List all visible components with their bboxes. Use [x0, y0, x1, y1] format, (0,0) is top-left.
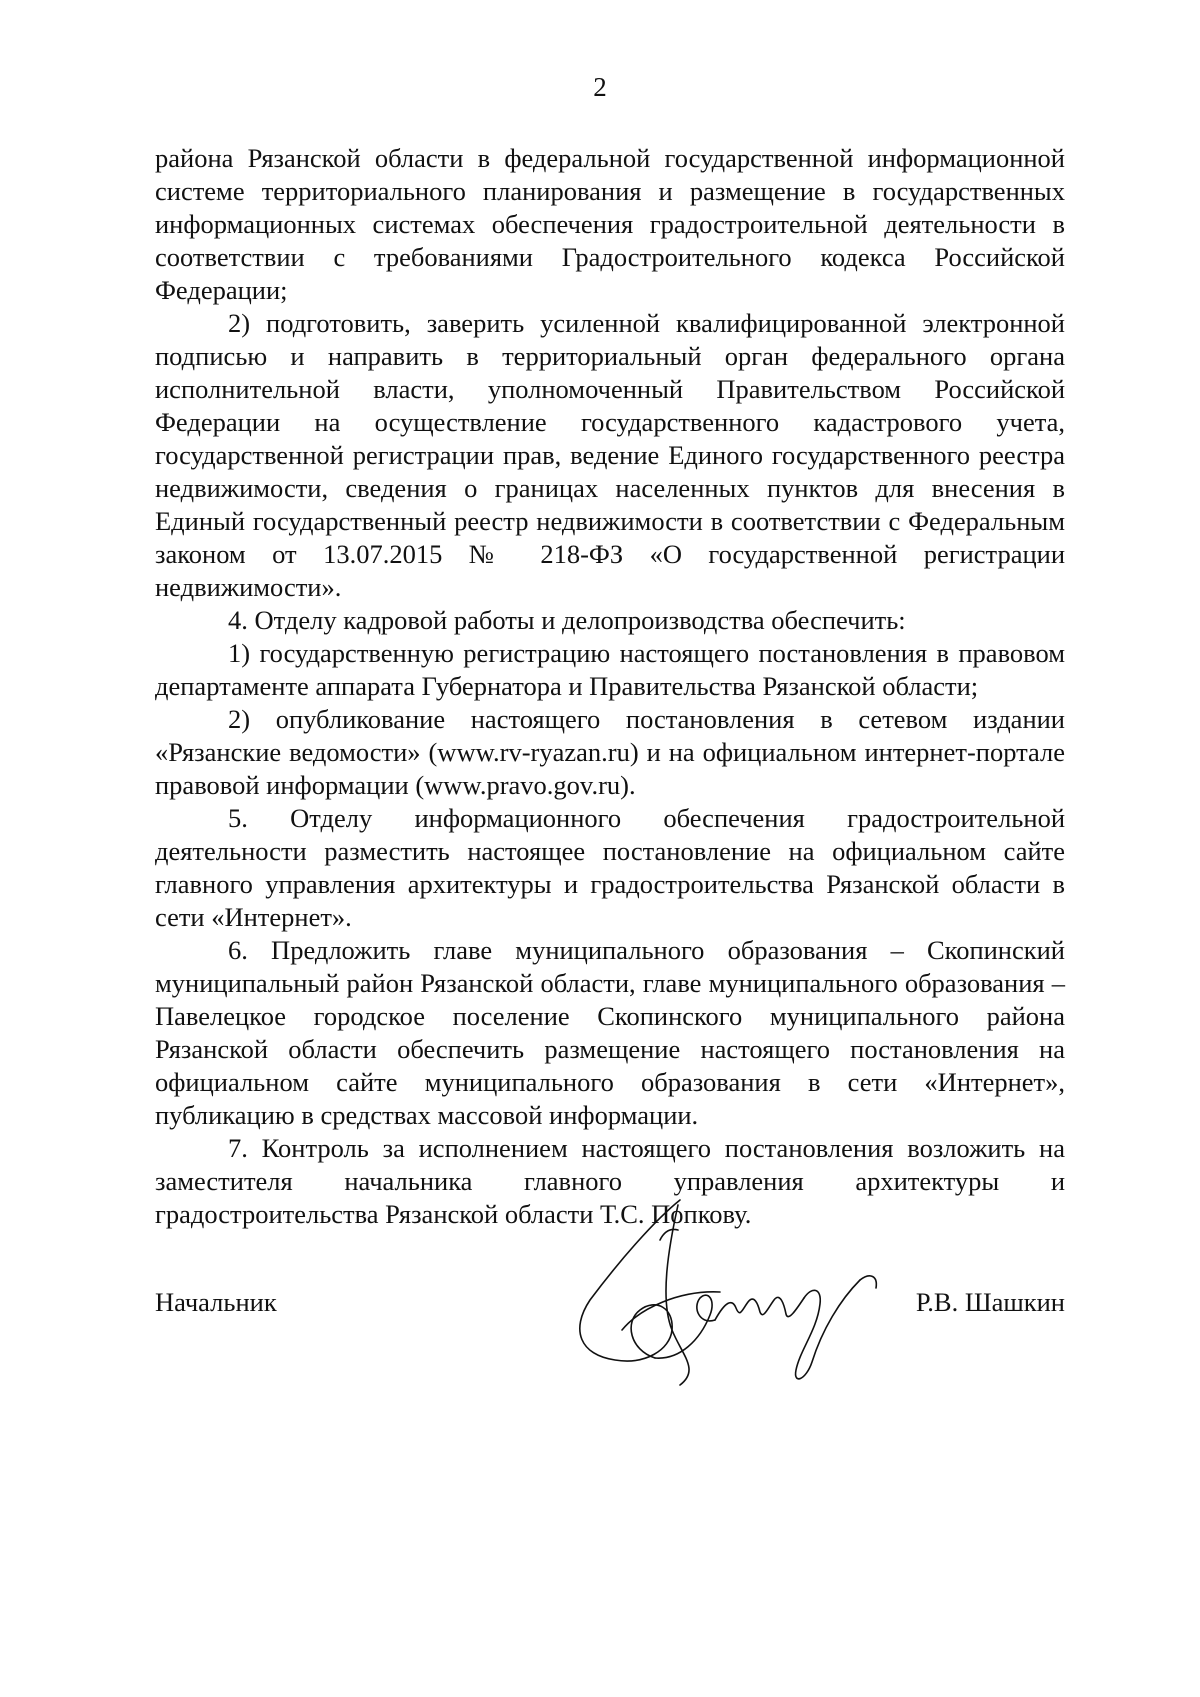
paragraph: района Рязанской области в федеральной государственной информационной системе территориального планирования и размещение в государственных информационных системах обеспечения градостроительной деятельности в соответствии с требованиями Градостроительного кодекса Российской Федерации; — [155, 143, 1065, 305]
signer-name: Р.В. Шашкин — [915, 1287, 1065, 1317]
paragraph: 7. Контроль за исполнением настоящего постановления возложить на заместителя начальника главного управления архитектуры и градостроительства Рязанской области Т.С. Попкову. — [155, 1133, 1065, 1229]
paragraph: 5. Отделу информационного обеспечения градостроительной деятельности разместить настоящее постановление на официальном сайте главного управления архитектуры и градостроительства Рязанской области в сети «Интернет». — [155, 803, 1065, 932]
paragraph: 1) государственную регистрацию настоящего постановления в правовом департаменте аппарата Губернатора и Правительства Рязанской области; — [155, 638, 1065, 701]
paragraph: 2) подготовить, заверить усиленной квалифицированной электронной подписью и направить в территориальный орган федерального органа исполнительной власти, уполномоченный Правительством Российской Федерации на осуществление государственного кадастрового учета, государственной регистрации прав, ведение Единого государственного реестра недвижимости, сведения о границах населенных пунктов для внесения в Единый государственный реестр недвижимости в соответствии с Федеральным законом от 13.07.2015 № 218-ФЗ «О государственной регистрации недвижимости». — [155, 308, 1065, 602]
signer-position: Начальник — [155, 1287, 277, 1317]
paragraph: 6. Предложить главе муниципального образования – Скопинский муниципальный район Рязанской области, главе муниципального образования – Павелецкое городское поселение Скопинского муниципального района Рязанской области обеспечить размещение настоящего постановления на официальном сайте муниципального образования в сети «Интернет», публикацию в средствах массовой информации. — [155, 935, 1065, 1130]
paragraph: 2) опубликование настоящего постановления в сетевом издании «Рязанские ведомости» (www.rv-ryazan.ru) и на официальном интернет-портале правовой информации (www.pravo.gov.ru). — [155, 704, 1065, 800]
paragraph: 4. Отделу кадровой работы и делопроизводства обеспечить: — [228, 605, 906, 635]
handwritten-signature — [560, 1180, 920, 1400]
page-number: 2 — [593, 72, 607, 102]
document-body — [155, 142, 1065, 1231]
